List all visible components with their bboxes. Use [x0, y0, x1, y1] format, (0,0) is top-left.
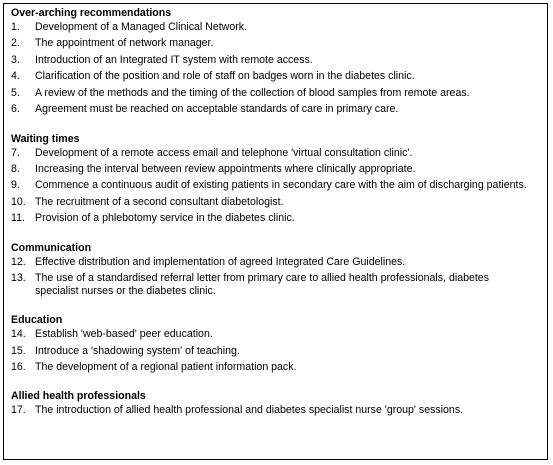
item-number: 2. [11, 37, 20, 50]
list-item [11, 87, 547, 100]
item-number: 16. [11, 361, 26, 374]
item-text: Clarification of the position and role of staff on badges worn in the diabetes clinic. [35, 70, 415, 83]
section-waiting-times [11, 131, 547, 226]
item-text: Agreement must be reached on acceptable standards of care in primary care. [35, 103, 399, 116]
item-text: Introduction of an Integrated IT system with remote access. [35, 53, 313, 66]
item-number: 7. [11, 146, 20, 159]
section-education [11, 312, 547, 374]
item-number: 17. [11, 404, 26, 417]
section-allied-health [11, 388, 547, 417]
list-item [11, 212, 547, 225]
section-communication [11, 240, 547, 299]
list-item [11, 404, 547, 417]
list-item [11, 256, 547, 269]
item-number: 4. [11, 70, 20, 83]
section-heading: Over-arching recommendations [11, 7, 172, 19]
section-heading: Waiting times [11, 132, 80, 145]
item-text: Development of a Managed Clinical Network. [35, 21, 247, 33]
item-number: 13. [11, 272, 26, 285]
list-item [11, 196, 547, 209]
item-text: Increasing the interval between review appointments where clinically appropriate. [35, 163, 416, 175]
list-item [11, 37, 547, 50]
item-text: The recruitment of a second consultant diabetologist. [35, 195, 284, 208]
list-item [11, 163, 547, 176]
item-number: 11. [11, 212, 25, 225]
item-number: 15. [11, 344, 26, 357]
list-item [11, 147, 547, 160]
item-text: A review of the methods and the timing of the collection of blood samples from remote areas. [35, 86, 470, 99]
item-number: 14. [11, 328, 26, 341]
item-text: Introduce a 'shadowing system' of teaching. [35, 344, 240, 357]
section-heading: Education [11, 314, 63, 327]
recommendations-box [3, 3, 548, 460]
item-text: Establish 'web-based' peer education. [35, 328, 213, 341]
list-item [11, 361, 547, 374]
list-item [11, 103, 547, 116]
item-text: The appointment of network manager. [35, 37, 214, 50]
item-text: Development of a remote access email and telephone 'virtual consultation clinic'. [35, 146, 413, 159]
list-item [11, 21, 547, 34]
item-number: 8. [11, 163, 20, 175]
item-text: Provision of a phlebotomy service in the diabetes clinic. [35, 212, 295, 225]
item-text: The introduction of allied health professional and diabetes specialist nurse 'group' sessions. [35, 404, 464, 417]
item-number: 3. [11, 53, 20, 66]
item-number: 10. [11, 195, 26, 208]
section-heading: Communication [11, 241, 92, 254]
item-text: Effective distribution and implementation of agreed Integrated Care Guidelines. [35, 255, 406, 268]
item-number: 9. [11, 179, 20, 192]
item-number: 1. [11, 21, 20, 33]
item-text: The development of a regional patient information pack. [35, 361, 297, 374]
item-text: Commence a continuous audit of existing patients in secondary care with the aim of discharging patients. [35, 179, 527, 192]
section-overarching [11, 5, 547, 117]
list-item [11, 179, 547, 192]
list-item [11, 54, 547, 67]
item-number: 6. [11, 103, 20, 116]
list-item [11, 272, 547, 299]
section-heading: Allied health professionals [11, 390, 146, 403]
list-item [11, 345, 547, 358]
item-text: The use of a standardised referral letter from primary care to allied health professionals, diabetes specialist nurses or the diabetes clinic. [35, 272, 489, 298]
list-item [11, 70, 547, 83]
list-item [11, 328, 547, 341]
item-number: 12. [11, 255, 26, 268]
item-number: 5. [11, 86, 20, 99]
